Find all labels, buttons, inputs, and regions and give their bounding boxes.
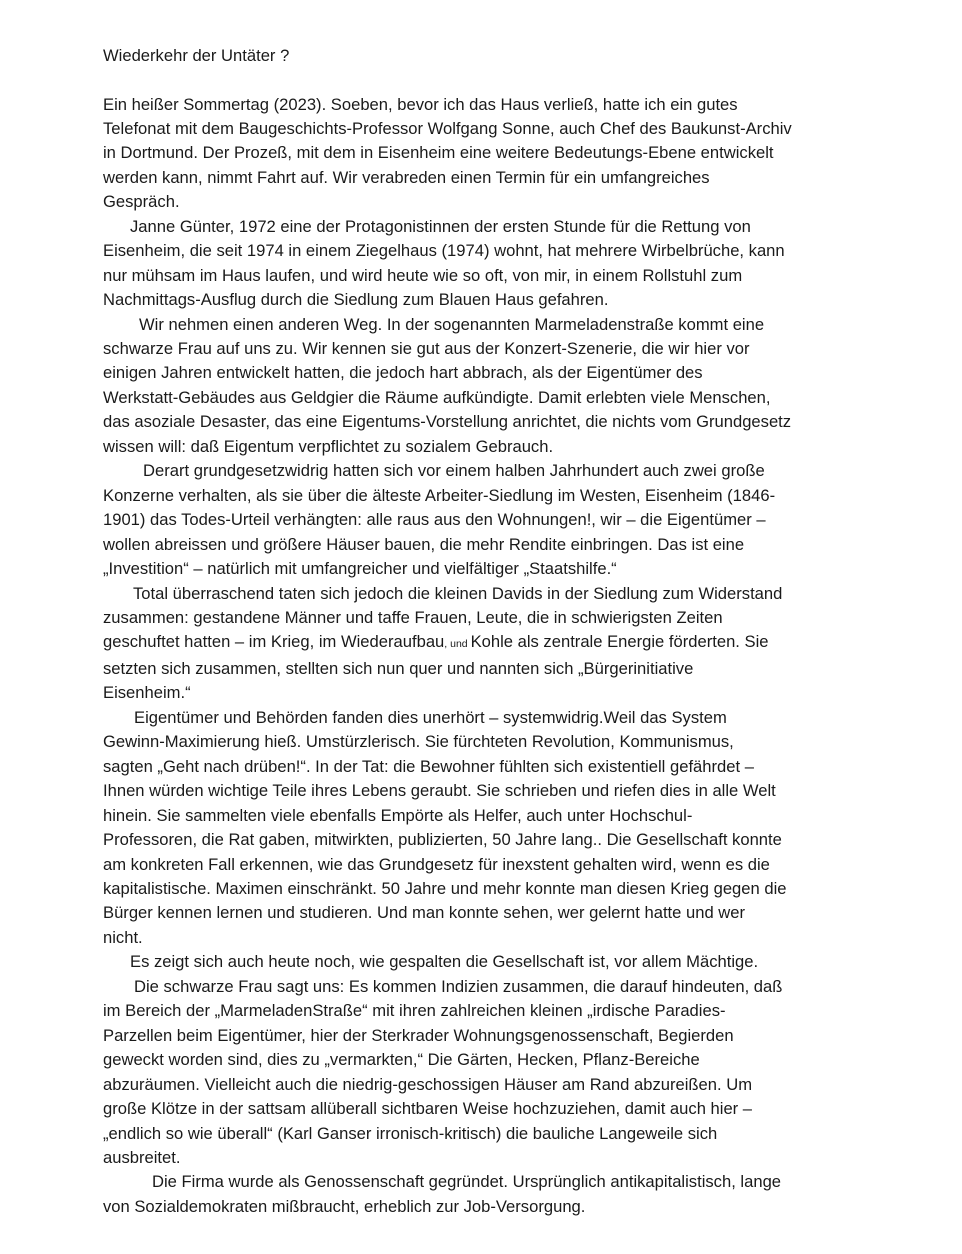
text-line-content: in Dortmund. Der Prozeß, mit dem in Eisenheim eine weitere Bedeutungs-Ebene entwickelt [103,143,774,163]
text-line [103,1073,873,1097]
text-line [103,533,873,557]
text-line-content: Die Firma wurde als Genossenschaft gegründet. Ursprünglich antikapitalistisch, lange [152,1172,782,1192]
text-line [103,1195,873,1219]
text-line [103,730,873,754]
text-line [103,1024,873,1048]
text-line [103,166,873,190]
text-line [103,877,873,901]
text-line-continuation: Kohle als zentrale Energie förderten. Sie [470,632,769,652]
text-line-content: abzuräumen. Vielleicht auch die niedrig-geschossigen Häuser am Rand abzureißen. Um [103,1074,753,1094]
text-line-content: kapitalistische. Maximen einschränkt. 50 Jahre und mehr konnte man diesen Krieg gegen die [103,879,787,898]
text-line [103,755,873,779]
text-line-content: Ein heißer Sommertag (2023). Soeben, bevor ich das Haus verließ, hatte ich ein gutes [103,94,738,114]
text-line [103,337,873,361]
text-line [103,264,873,288]
text-line-content: von Sozialdemokraten mißbraucht, erheblich zur Job-Versorgung. [103,1196,586,1216]
text-line [103,239,873,263]
text-line-content: wissen will: daß Eigentum verpflichtet zu sozialem Gebrauch. [103,436,554,456]
text-line [103,141,873,165]
text-line [103,93,873,117]
text-line [103,681,873,705]
text-line [103,999,873,1023]
text-line-content: Werkstatt-Gebäudes aus Geldgier die Räume aufkündigte. Damit erlebten viele Menschen, [103,387,771,407]
text-line-content: das asoziale Desaster, das eine Eigentums-Vorstellung anrichtet, die nichts vom Grundgesetz [103,412,792,432]
document-body [103,93,873,1220]
text-line [103,288,873,312]
text-line [103,582,873,606]
text-line-content: „Investition“ – natürlich mit umfangreicher und vielfältiger „Staatshilfe.“ [103,559,617,579]
text-line [103,435,873,459]
text-line [103,190,873,214]
text-line-content: Die schwarze Frau sagt uns: Es kommen Indizien zusammen, die darauf hindeuten, daß [134,976,783,996]
text-line [103,950,873,974]
text-line-content: Gewinn-Maximierung hieß. Umstürzlerisch. Sie fürchteten Revolution, Kommunismus, [103,732,734,752]
text-line [103,1146,873,1170]
text-line-content: Eisenheim, die seit 1974 in einem Ziegelhaus (1974) wohnt, hat mehrere Wirbelbrüche, kann [103,241,785,261]
text-line-content: hinein. Sie sammelten viele ebenfalls Empörte als Helfer, auch unter Hochschul- [103,805,693,825]
text-line [103,484,873,508]
text-line-content: Janne Günter, 1972 eine der Protagonistinnen der ersten Stunde für die Rettung von [130,216,751,236]
text-line-content: Derart grundgesetzwidrig hatten sich vor einem halben Jahrhundert auch zwei große [143,461,765,481]
text-line-content: geweckt worden sind, dies zu „vermarkten,“ Die Gärten, Hecken, Pflanz-Bereiche [103,1050,700,1070]
text-line-small-insert: , und [444,638,471,651]
text-line [103,901,873,925]
text-line-content: am konkreten Fall erkennen, wie das Grundgesetz für inexstent gehalten wird, wenn es die [103,854,770,874]
text-line-content: Konzerne verhalten, als sie über die älteste Arbeiter-Siedlung im Westen, Eisenheim (1846- [103,485,776,505]
text-line [103,313,873,337]
text-line-content: 1901) das Todes-Urteil verhängten: alle raus aus den Wohnungen!, wir – die Eigentümer – [103,510,766,530]
text-line [103,1170,873,1194]
text-line-content: geschuftet hatten – im Krieg, im Wiederaufbau [103,632,445,652]
text-line [103,804,873,828]
text-line-content: Gespräch. [103,192,180,212]
text-line-content: werden kann, nimmt Fahrt auf. Wir verabreden einen Termin für ein umfangreiches [103,167,710,187]
text-line-content: Nachmittags-Ausflug durch die Siedlung zum Blauen Haus gefahren. [103,290,609,310]
text-line [103,1048,873,1072]
text-line [103,828,873,852]
text-line-content: große Klötze in der sattsam allüberall sichtbaren Weise hochzuziehen, damit auch hier – [103,1099,753,1119]
text-line [103,657,873,681]
text-line [103,459,873,483]
text-line-content: einigen Jahren entwickelt hatten, die jedoch hart abbrach, als der Eigentümer des [103,363,703,383]
document-page [103,44,873,1219]
text-line-content: Professoren, die Rat gaben, mitwirkten, publizierten, 50 Jahre lang.. Die Gesellschaft konnte [103,830,782,850]
text-line [103,1122,873,1146]
text-line-content: wollen abreissen und größere Häuser bauen, die mehr Rendite einbringen. Das ist eine [103,534,745,554]
text-line [103,361,873,385]
text-line [103,630,873,656]
text-line [103,215,873,239]
text-line [103,706,873,730]
text-line-content: Eigentümer und Behörden fanden dies unerhört – systemwidrig.Weil das System [134,707,727,727]
text-line-content: im Bereich der „MarmeladenStraße“ mit ihren zahlreichen kleinen „irdische Paradies- [103,1001,726,1021]
text-line-content: Wir nehmen einen anderen Weg. In der sogenannten Marmeladenstraße kommt eine [139,314,765,334]
text-line-content: Ihnen würden wichtige Teile ihres Lebens geraubt. Sie schrieben und riefen dies in alle Welt [103,781,776,801]
text-line [103,117,873,141]
text-line-content: Parzellen beim Eigentümer, hier der Sterkrader Wohnungsgenossenschaft, Begierden [103,1025,734,1045]
text-line-content: „endlich so wie überall“ (Karl Ganser irronisch-kritisch) die bauliche Langeweile sich [103,1123,718,1143]
text-line [103,975,873,999]
text-line-content: setzten sich zusammen, stellten sich nun quer und nannten sich „Bürgerinitiative [103,658,694,678]
text-line [103,386,873,410]
text-line [103,926,873,950]
text-line-content: Bürger kennen lernen und studieren. Und man konnte sehen, wer gelernt hatte und wer [103,903,746,923]
text-line [103,1097,873,1121]
document-title: Wiederkehr der Untäter ? [103,46,290,65]
text-line-content: Es zeigt sich auch heute noch, wie gespalten die Gesellschaft ist, vor allem Mächtige. [130,952,759,972]
text-line-content: Eisenheim.“ [103,683,191,703]
text-line [103,853,873,877]
text-line-content: schwarze Frau auf uns zu. Wir kennen sie gut aus der Konzert-Szenerie, die wir hier vor [103,339,750,359]
text-line [103,557,873,581]
text-line-content: Telefonat mit dem Baugeschichts-Professor Wolfgang Sonne, auch Chef des Baukunst-Archiv [103,118,792,138]
text-line [103,508,873,532]
text-line-content: nicht. [103,927,143,947]
text-line-content: zusammen: gestandene Männer und taffe Frauen, Leute, die in schwierigsten Zeiten [103,608,723,628]
text-line-content: ausbreitet. [103,1147,181,1167]
text-line-content: nur mühsam im Haus laufen, und wird heute wie so oft, von mir, in einem Rollstuhl zum [103,265,743,285]
text-line [103,410,873,434]
text-line [103,779,873,803]
text-line-content: sagten „Geht nach drüben!“. In der Tat: die Bewohner fühlten sich existentiell gefährdet – [103,756,754,776]
text-line-content: Total überraschend taten sich jedoch die kleinen Davids in der Siedlung zum Widerstand [133,583,783,603]
text-line [103,606,873,630]
